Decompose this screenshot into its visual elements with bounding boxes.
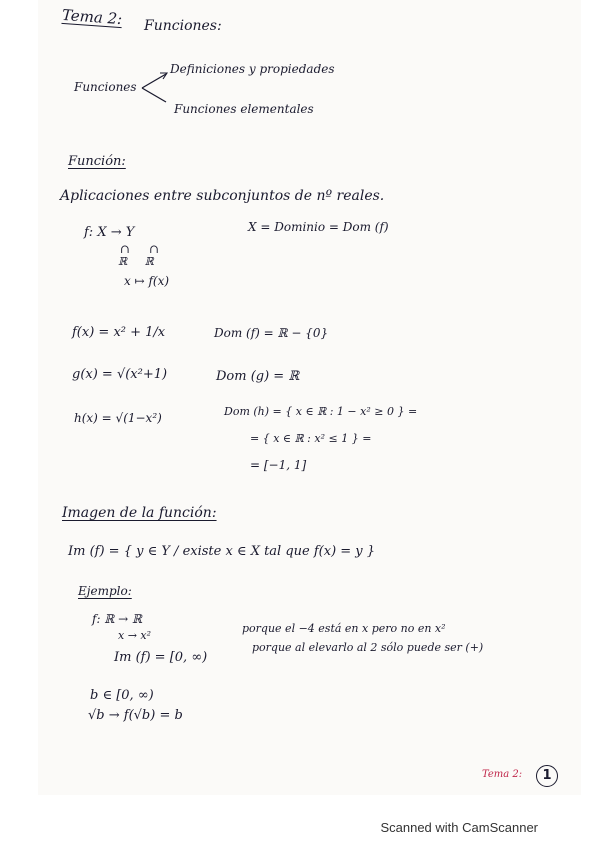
tree-branch-2: Funciones elementales xyxy=(174,102,314,116)
tree-branch-1: Definiciones y propiedades xyxy=(170,62,335,76)
domain-definition: X = Dominio = Dom (f) xyxy=(248,220,389,234)
title-topic: Funciones: xyxy=(144,18,222,34)
note-2: porque al elevarlo al 2 sólo puede ser (+) xyxy=(252,641,484,654)
section-1-heading: Función: xyxy=(68,154,126,169)
example-h-domain-3: = [−1, 1] xyxy=(250,458,307,472)
example-label: Ejemplo: xyxy=(78,584,132,598)
example-rule: x → x² xyxy=(118,629,152,642)
section-2-heading: Imagen de la función: xyxy=(62,505,217,521)
example-h-domain-2: = { x ∈ ℝ : x² ≤ 1 } = xyxy=(250,432,372,445)
notebook-sheet xyxy=(38,0,581,795)
page-number-badge: 1 xyxy=(536,765,558,787)
example-map: f: ℝ → ℝ xyxy=(92,612,142,626)
map-element: x ↦ f(x) xyxy=(124,274,170,288)
reals-labels: ℝ ℝ xyxy=(118,255,154,268)
scanner-footer xyxy=(0,820,599,835)
example-f-domain: Dom (f) = ℝ − {0} xyxy=(214,326,329,340)
example-h: h(x) = √(1−x²) xyxy=(74,411,162,425)
example-image: Im (f) = [0, ∞) xyxy=(114,650,208,665)
note-1: porque el −4 está en x pero no en x² xyxy=(242,622,446,635)
scanner-footer-text: Scanned with CamScanner xyxy=(380,820,538,835)
example-h-domain-1: Dom (h) = { x ∈ ℝ : 1 − x² ≥ 0 } = xyxy=(224,405,418,418)
page-mark-label: Tema 2: xyxy=(482,769,523,780)
tree-branches xyxy=(140,68,170,108)
b-in-range: b ∈ [0, ∞) xyxy=(90,688,154,703)
example-g: g(x) = √(x²+1) xyxy=(72,367,168,382)
example-f: f(x) = x² + 1/x xyxy=(72,325,166,340)
section-1-intro: Aplicaciones entre subconjuntos de nº reales. xyxy=(60,188,385,204)
example-g-domain: Dom (g) = ℝ xyxy=(216,369,300,384)
map-line: f: X → Y xyxy=(84,225,135,240)
image-definition: Im (f) = { y ∈ Y / existe x ∈ X tal que f(x) = y } xyxy=(68,544,376,559)
subset-symbols: ∩ ∩ xyxy=(120,242,160,256)
tree-root: Funciones xyxy=(74,80,137,94)
title: Tema 2: xyxy=(61,5,123,29)
sqrt-b-line: √b → f(√b) = b xyxy=(88,708,183,723)
